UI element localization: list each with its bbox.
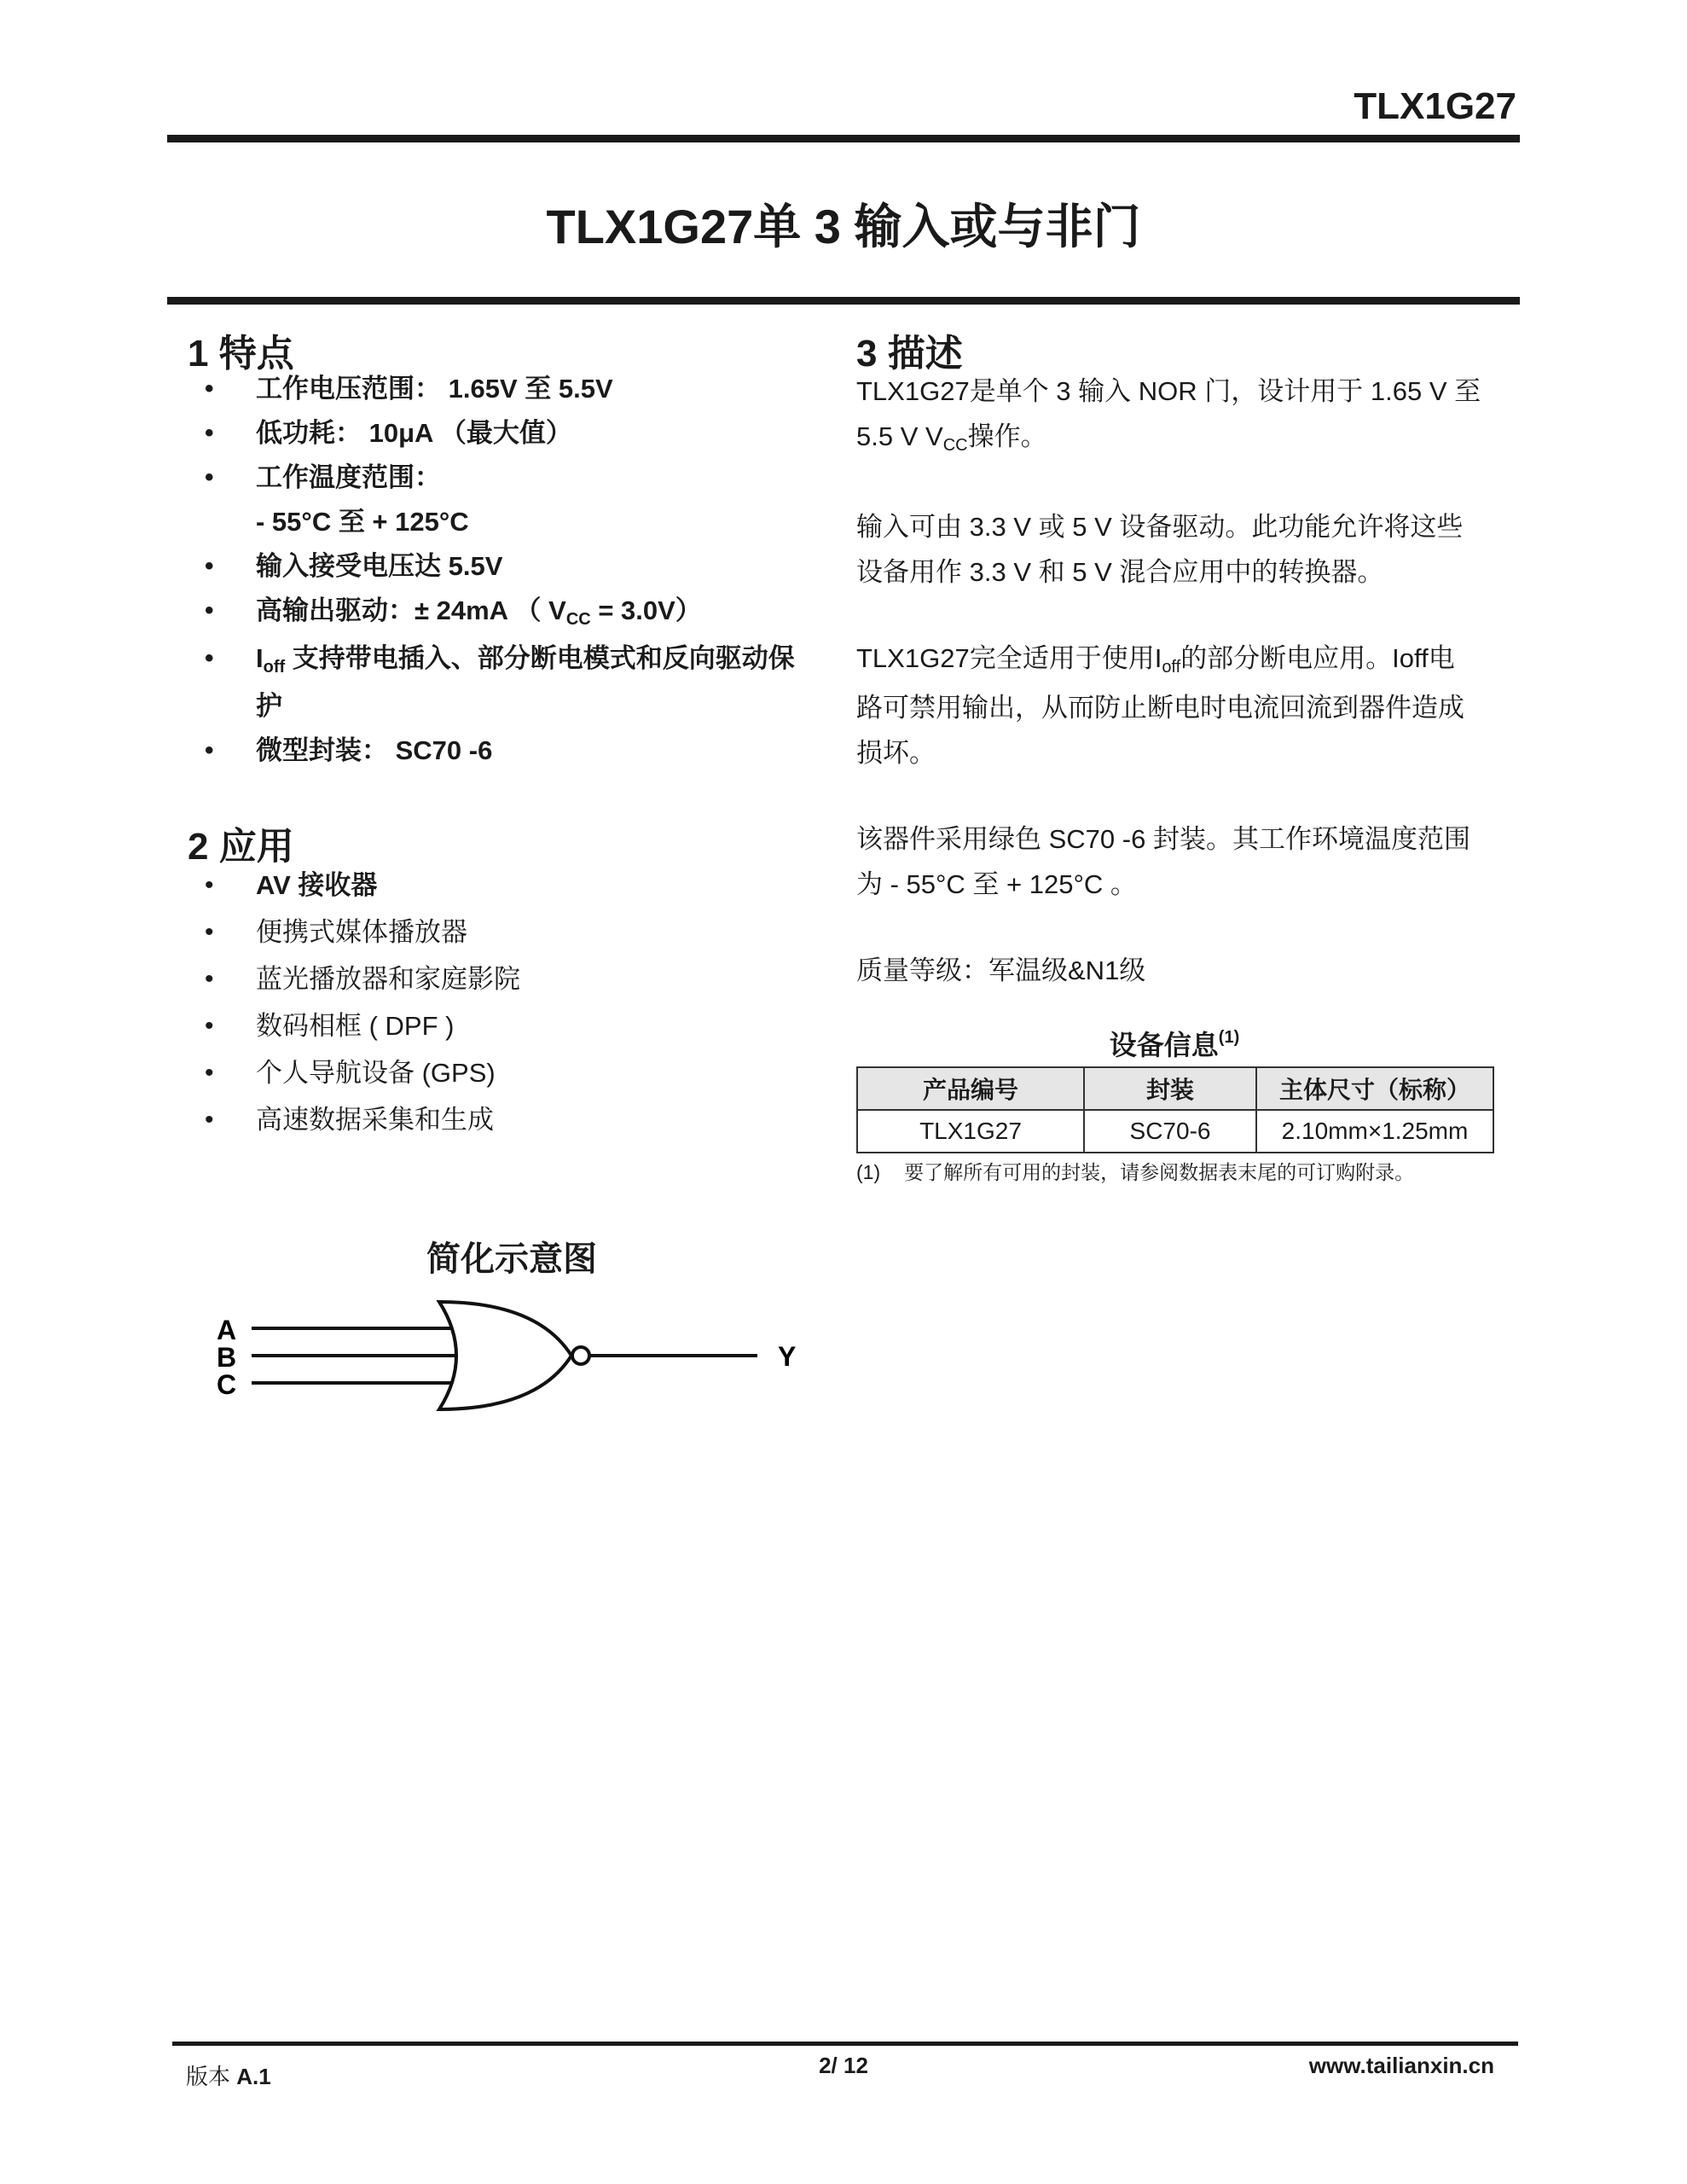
input-label-b: B [217, 1342, 237, 1373]
document-title: TLX1G27单 3 输入或与非门 [546, 200, 1141, 253]
footer-page-number: 2/ 12 [819, 2053, 868, 2078]
features-list [188, 367, 836, 773]
table-footnote: (1) 要了解所有可用的封装，请参阅数据表末尾的可订购附录。 [856, 1161, 1415, 1183]
description-heading: 3 描述 [856, 333, 963, 375]
description-paragraph: TLX1G27是单个 3 输入 NOR 门，设计用于 1.65 V 至 5.5 V VCC操作。 [856, 376, 1481, 455]
schematic-title: 简化示意图 [426, 1240, 597, 1278]
table-cell: SC70-6 [1084, 1110, 1256, 1153]
applications-heading: 2 应用 [188, 826, 294, 868]
table-header-cell: 封装 [1084, 1067, 1256, 1110]
application-item: • AV 接收器 [188, 862, 836, 909]
feature-item: • 工作温度范围： [188, 456, 836, 500]
feature-item: • 微型封装： SC70 -6 [188, 729, 836, 773]
feature-item: • 工作电压范围： 1.65V 至 5.5V [188, 367, 836, 411]
features-heading: 1 特点 [188, 333, 294, 375]
application-item: • 蓝光播放器和家庭影院 [188, 956, 836, 1002]
feature-item-continued: - 55°C 至 + 125°C [256, 507, 469, 537]
table-row [857, 1110, 1493, 1153]
nor-gate-schematic [205, 1288, 819, 1425]
header-part-number: TLX1G27 [1354, 85, 1516, 127]
footer-website: www.tailianxin.cn [1308, 2053, 1494, 2078]
title-rule [167, 297, 1520, 305]
table-header-cell: 主体尺寸（标称） [1256, 1067, 1493, 1110]
table-cell: 2.10mm×1.25mm [1256, 1110, 1493, 1153]
table-header-row [857, 1067, 1493, 1110]
inversion-bubble [572, 1347, 589, 1364]
input-label-a: A [217, 1315, 237, 1345]
input-label-c: C [217, 1369, 237, 1400]
header-rule [167, 135, 1520, 142]
device-info-title: 设备信息$^{(1)}$ [1109, 1028, 1240, 1060]
application-item: • 个人导航设备 (GPS) [188, 1049, 836, 1096]
output-label-y: Y [778, 1341, 797, 1372]
feature-item: • 输入接受电压达 5.5V [188, 544, 836, 589]
application-item: • 数码相框 ( DPF ) [188, 1002, 836, 1049]
description-paragraph: TLX1G27完全适用于使用Ioff的部分断电应用。Ioff电 路可禁用输出，从而防止断电时电流回流到器件造成 损坏。 [856, 643, 1464, 768]
footer-version: 版本 A.1 [186, 2064, 271, 2089]
table-header-cell: 产品编号 [857, 1067, 1084, 1110]
feature-item: • 高输出驱动：± 24mA （ VCC = 3.0V） [188, 589, 836, 636]
feature-item-continued: 护 [256, 691, 282, 721]
description-paragraph: 该器件采用绿色 SC70 -6 封装。其工作环境温度范围 为 - 55°C 至 + 125°C 。 [856, 824, 1470, 899]
application-item: • 便携式媒体播放器 [188, 909, 836, 956]
applications-list [188, 862, 836, 1143]
feature-item: • 低功耗： 10μA （最大值） [188, 411, 836, 456]
nor-gate-body [439, 1302, 571, 1409]
device-info-table [856, 1066, 1494, 1153]
application-item: • 高速数据采集和生成 [188, 1096, 836, 1143]
description-body [856, 369, 1522, 993]
feature-item: • Ioff 支持带电插入、部分断电模式和反向驱动保 [188, 636, 836, 684]
description-paragraph: 输入可由 3.3 V 或 5 V 设备驱动。此功能允许将这些 设备用作 3.3 V 和 5 V 混合应用中的转换器。 [856, 512, 1464, 587]
quality-grade: 质量等级：军温级&N1级 [856, 956, 1146, 985]
footer-rule [172, 2042, 1518, 2046]
table-cell: TLX1G27 [857, 1110, 1084, 1153]
